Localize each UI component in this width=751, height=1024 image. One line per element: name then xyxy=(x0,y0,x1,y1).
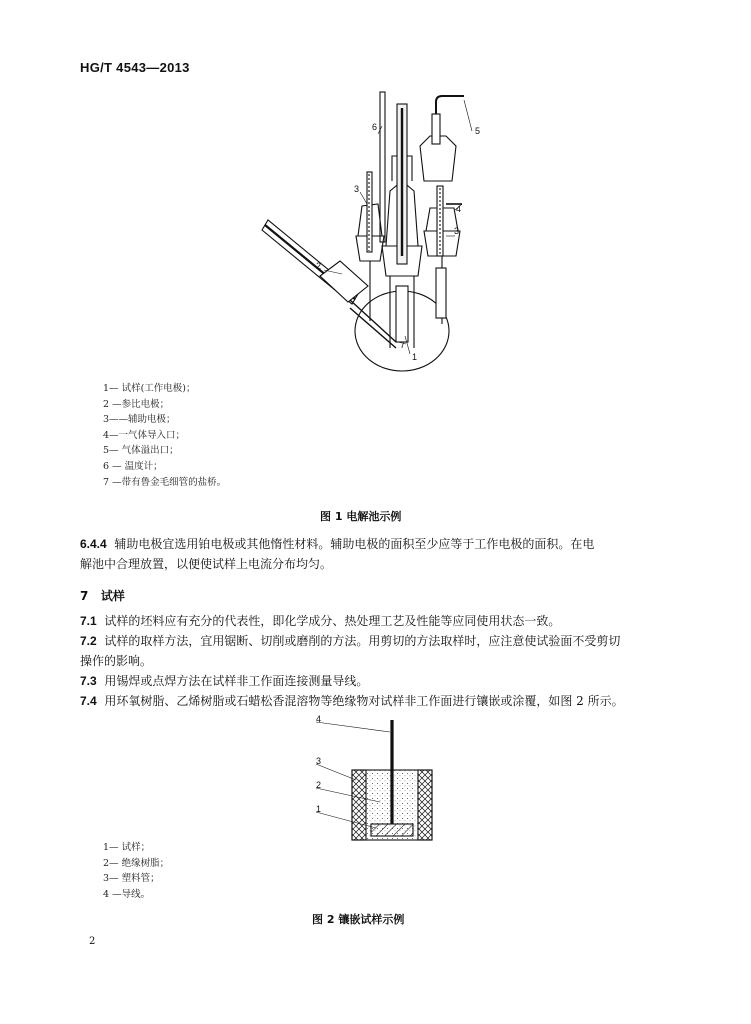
figure2-mounted-specimen-drawing xyxy=(296,712,446,844)
clause-7-3 xyxy=(80,671,680,691)
figure1-caption: 图 1 电解池示例 xyxy=(320,510,402,523)
fig1-callout-1: 1 xyxy=(412,352,418,362)
clause-text: 用环氧树脂、乙烯树脂或石蜡松香混溶物等绝缘物对试样非工作面进行镶嵌或涂覆，如图 2 所示。 xyxy=(104,694,624,708)
clause-text: 操作的影响。 xyxy=(80,654,153,668)
clause-number: 7.1 xyxy=(80,614,97,628)
fig2-callout-1: 1 xyxy=(316,804,322,814)
fig1-callout-5: 5 xyxy=(475,126,481,136)
legend-item: 2— 绝缘树脂； xyxy=(103,857,170,869)
tall-rod xyxy=(380,92,385,242)
clauses-list xyxy=(80,611,680,711)
fig1-callout-3-left: 3 xyxy=(354,184,360,194)
page-number: 2 xyxy=(89,936,96,947)
section-number: 7 xyxy=(80,589,89,603)
figure1-legend xyxy=(103,381,226,490)
clause-7-2-cont xyxy=(80,651,680,671)
specimen xyxy=(371,824,413,836)
clause-text: 用锡焊或点焊方法在试样非工作面连接测量导线。 xyxy=(104,674,369,688)
clause-text: 解池中合理放置，以便使试样上电流分布均匀。 xyxy=(80,557,333,571)
legend-item: 6 — 温度计； xyxy=(103,460,163,472)
fig1-callout-7: 7 xyxy=(400,340,406,350)
fig2-callout-4: 4 xyxy=(316,714,322,724)
legend-item: 4 —导线。 xyxy=(103,888,151,900)
fig1-callout-4: 4 xyxy=(456,204,462,214)
legend-item: 4—一气体导入口； xyxy=(103,429,186,441)
standard-number: HG/T 4543—2013 xyxy=(80,60,190,75)
clause-7-4 xyxy=(80,691,680,711)
fig2-callout-3: 3 xyxy=(316,756,322,766)
legend-item: 1— 试样； xyxy=(103,842,151,853)
legend-item: 3— 塑料管； xyxy=(103,873,160,885)
fig1-callout-3-right: 3 xyxy=(454,226,460,236)
legend-item: 5— 气体溢出口； xyxy=(103,445,179,457)
legend-item: 1— 试样(工作电极)； xyxy=(103,383,196,394)
fig2-callout-2: 2 xyxy=(316,780,322,790)
clause-text: 试样的坯料应有充分的代表性，即化学成分、热处理工艺及性能等应同使用状态一致。 xyxy=(104,614,561,628)
fig1-callout-6: 6 xyxy=(372,122,378,132)
clause-7-2 xyxy=(80,631,680,651)
clause-text: 试样的取样方法，宜用锯断、切削或磨削的方法。用剪切的方法取样时，应注意使试验面不受剪切 xyxy=(104,634,621,648)
clause-number: 7.4 xyxy=(80,694,97,708)
figure2-caption: 图 2 镶嵌试样示例 xyxy=(312,913,405,926)
clause-number: 7.2 xyxy=(80,634,97,648)
plastic-tube-right xyxy=(418,770,432,840)
figure2-legend xyxy=(103,840,169,902)
plastic-tube-left xyxy=(352,770,366,840)
clause-number: 7.3 xyxy=(80,674,97,688)
clause-text: 辅助电极宜选用铂电极或其他惰性材料。辅助电极的面积至少应等于工作电极的面积。在电 xyxy=(114,537,595,551)
fig1-callout-2: 2 xyxy=(316,261,322,271)
figure1-electrolytic-cell-drawing xyxy=(250,86,500,381)
legend-item: 7 —带有鲁金毛细管的盐桥。 xyxy=(103,476,227,488)
clause-7-1 xyxy=(80,611,680,631)
legend-item: 3——辅助电极； xyxy=(103,414,176,426)
clause-6-4-4 xyxy=(80,534,680,574)
section-title: 试样 xyxy=(100,589,125,603)
legend-item: 2 —参比电极； xyxy=(103,398,170,410)
section-heading xyxy=(80,587,125,604)
clause-number: 6.4.4 xyxy=(80,537,107,551)
